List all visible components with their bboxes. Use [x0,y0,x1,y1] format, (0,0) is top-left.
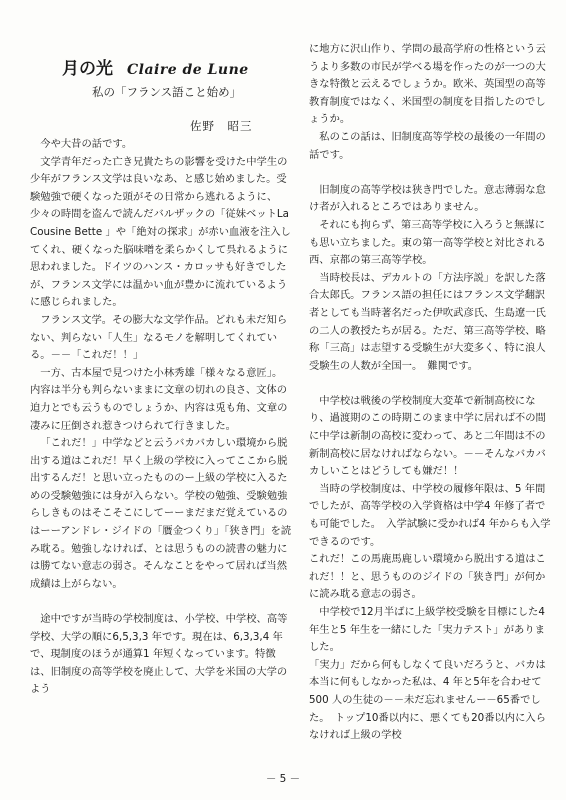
paragraph: 一方、古本屋で見つけた小林秀雄「様々なる意匠」。内容は半分も判らないままに文章の切れの良さ、文体の迫力とでも云うものでしょうか、内容は兎も角、文章の凄みに圧倒され惹きつけられて行きました。 [30,366,288,432]
paragraph: に地方に沢山作り、学問の最高学府の性格という云うより多数の市民が学べる場を作ったのが一つの大きな特徴と云えるでしょうか。欧米、英国型の高等教育制度ではなく、米国型の制度を目指したのでしょうか。 [309,43,546,126]
left-text-column [30,136,292,699]
paragraph: 文学青年だった亡き兄貴たちの影響を受けた中学生の少年がフランス文学は良いなあ、と感じ始めました。受験勉強で硬くなった頭がその日常から逃れるように、少々の時間を盗んで読んだバルザックの「従妹ベットLa Cousine Bette 」や「絶対の探求」が赤い血液を注入してくれ、硬くなった脳味噌を柔らかくして呉れるように思われました。ドイツのハンス・カロッサも好きでしたが、フランス文学には温かい血が豊かに流れているように感じられました。 [30,155,291,309]
paragraph: 「これだ！」中学などと云うバカバカしい環境から脱出する道はこれだ！早く上級の学校に入ってここから脱出するんだ！と思い立ったもののー上級の学校に入るための受験勉強には身が入らない。学校の勉強、受験勉強らしきものはそこそこにしてーーまだまだ覚えているのはーーアンドレ・ジイドの「贋金つくり」「狭き門」を読み耽る。勉強しなければ、とは思うものの読書の魅力には勝てない意志の弱さ。そんなことをやって居れば当然成績は上がらない。 [30,437,292,590]
paragraph-gap [309,164,555,182]
author-name: 佐野 昭三 [190,119,253,133]
essay-title [62,54,249,78]
paragraph: 当時の学校制度は、中学校の履修年限は、5 年間でしたが、高等学校の入学資格は中学4 年修了者でも可能でした。 入学試験に受かれば4 年からも入学できるのです。 [309,482,551,548]
paragraph: 途中ですが当時の学校制度は、小学校、中学校、高等学校、大学の順に6,5,3,3 年です。現在は、6,3,3,4 年で、現制度のほうが通算1 年短くなっています。特徴は、旧制度の高等学校を廃止して、大学を米国の大学のよう [30,613,288,696]
right-text-column [309,41,555,745]
paragraph: 当時校長は、デカルトの「方法序説」を訳した落合太郎氏。フランス語の担任にはフランス文学翻訳者としても当時著名だった伊吹武彦氏、生島遼一氏の二人の教授たちが居る。ただ、第三高等学校、略称「三高」は志望する受験生が大変多く、特に浪人受験生の人数が全国一。 難関です。 [309,271,546,372]
page-number: － 5 － [265,773,301,785]
paragraph: 「実力」だから何もしなくて良いだろうと、バカは本当に何もしなかった私は、4 年と5年を合わせて500 人の生徒の－－未だ忘れませんー－65番でした。 トップ10番以内に、悪くても20番以内に入らなければ上級の学校 [309,658,546,742]
paragraph-gap [309,375,555,393]
paragraph: 私のこの話は、旧制度高等学校の最後の一年間の話です。 [309,130,546,161]
paragraph: 中学校で12月半ばに上級学校受験を目標にした4 年生と5 年生を一緒にした「実力テスト」がありました。 [309,606,545,654]
paragraph: 今や大昔の話です。 [40,138,133,150]
title-english: Claire de Lune [127,62,249,78]
title-japanese: 月の光 [62,59,113,79]
paragraph: 中学校は戦後の学校制度大変革で新制高校になり、過渡期のこの時期このまま中学に居れば不の間に中学は新制の高校に変わって、あと二年間は不の新制高校に居なければならない。－－そんなバカバカしいことはどうしても嫌だ！！ [309,394,546,478]
paragraph: フランス文学。その膨大な文学作品。どれも未だ知らない、判らない「人生」なるモノを解明してくれている。－－「これだ！！」 [30,313,288,362]
paragraph-gap [30,593,292,611]
paragraph: それにも拘らず、第三高等学校に入ろうと無謀にも思い立ちました。東の第一高等学校と対比される西、京都の第三高等学校。 [309,218,546,267]
paragraph: 旧制度の高等学校は狭き門でした。意志薄弱な怠け者が入れるところではありません。 [309,183,546,214]
essay-subtitle: 私の「フランス語こと始め」 [92,85,242,99]
paragraph: これだ！この馬鹿馬鹿しい環境から脱出する道はこれだ！！と、思うもののジイドの「狭き門」が何かに読み耽る意志の弱さ。 [309,553,546,601]
